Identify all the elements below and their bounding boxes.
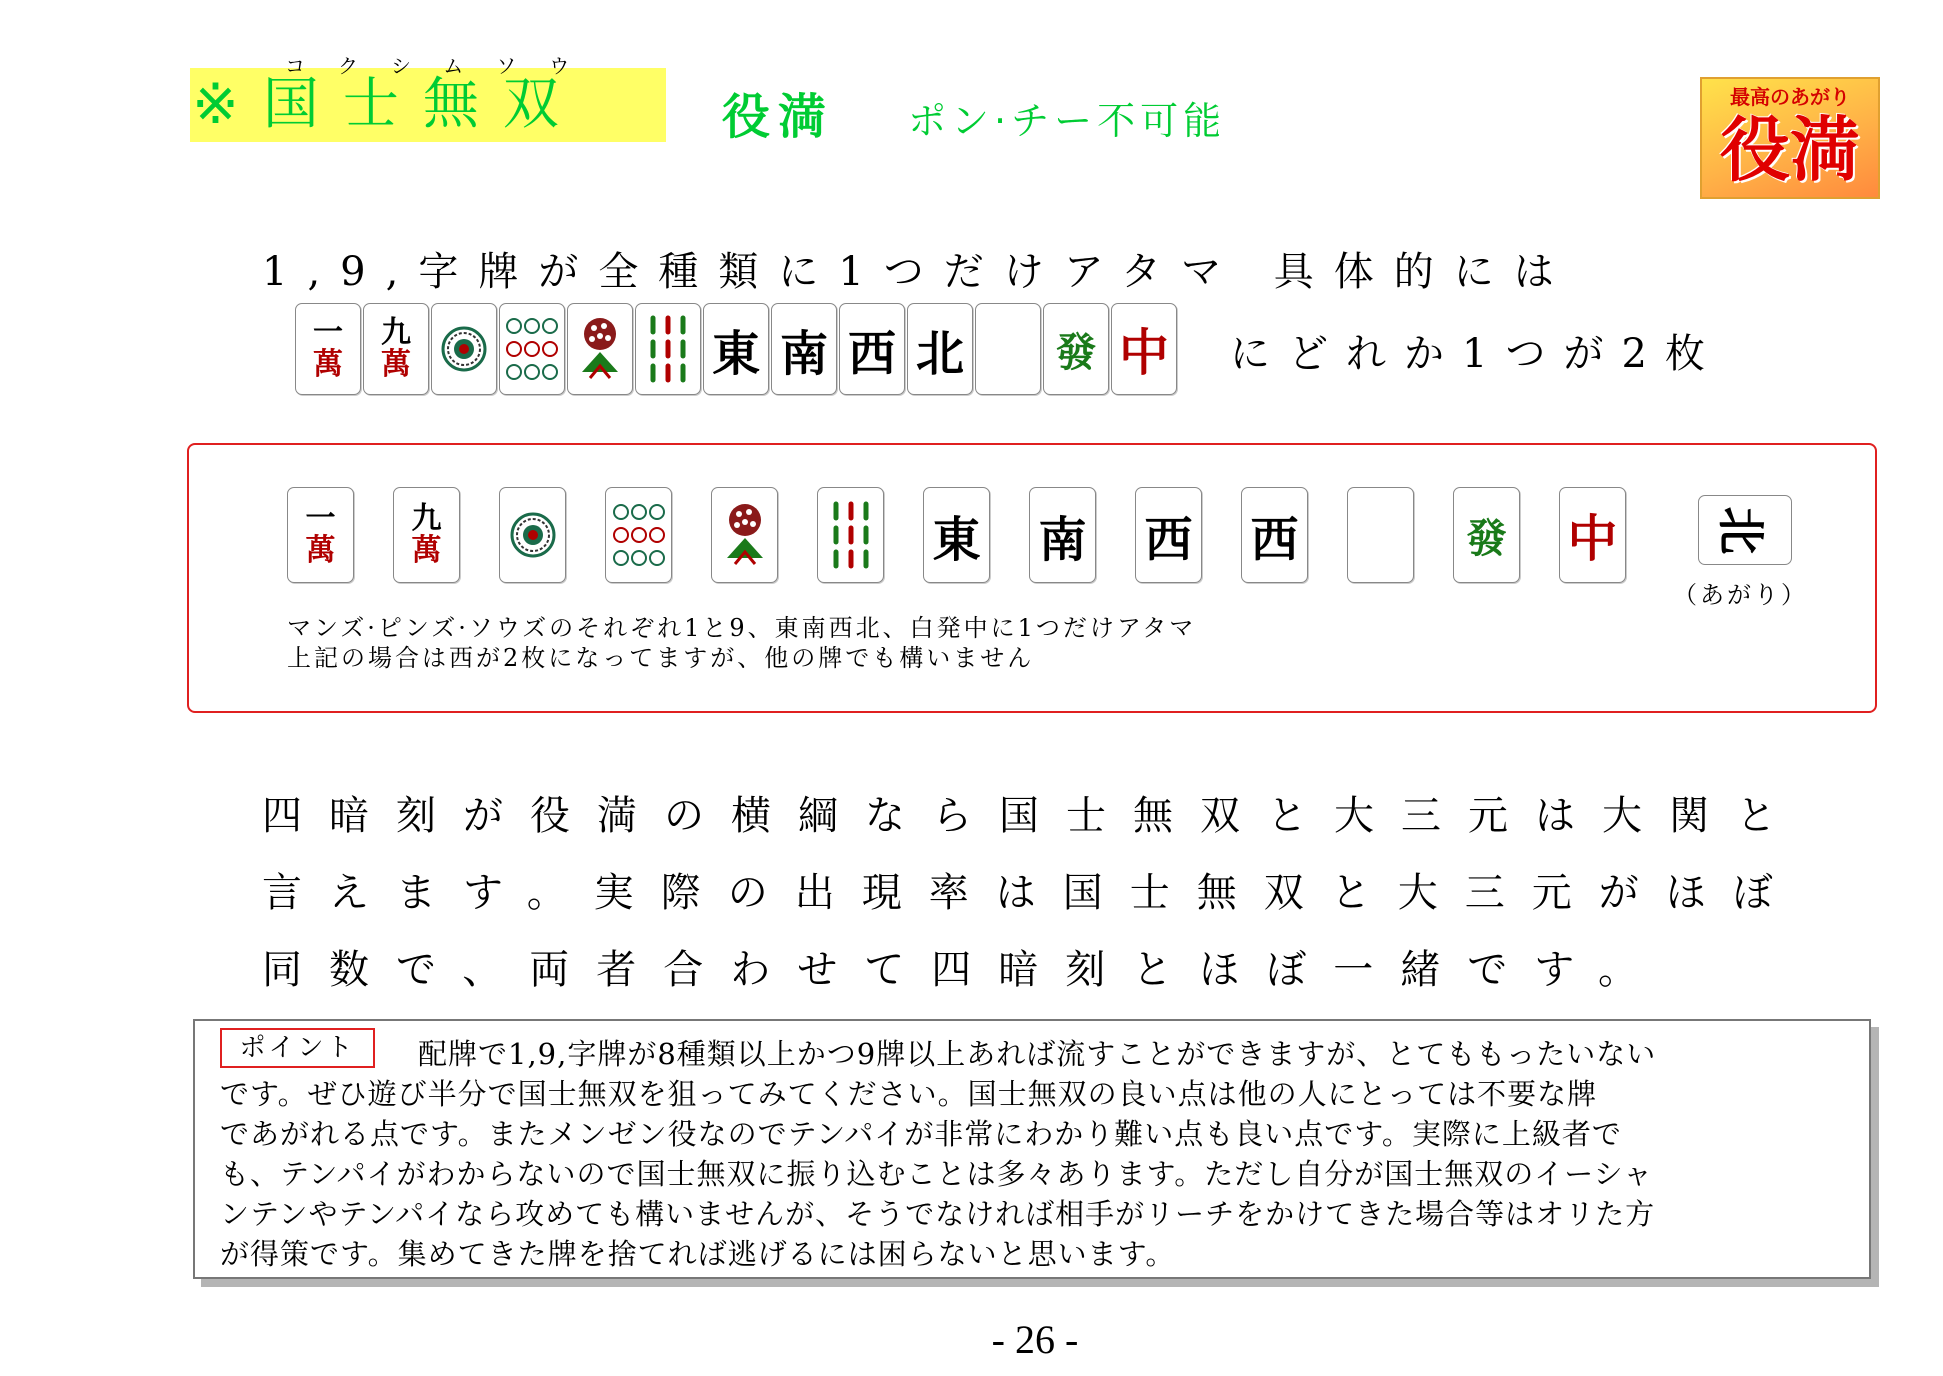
tile-label: 中 <box>1119 324 1169 382</box>
point-text-line: も、テンパイがわからないので国士無双に振り込むことは多々あります。ただし自分が国士無双のイーシャ <box>220 1157 1654 1191</box>
tile-suit: 萬 <box>313 347 343 382</box>
tile-label: 東 <box>711 325 760 382</box>
restriction-label: ポン·チー不可能 <box>908 99 1227 143</box>
nine-sou-icon <box>643 312 693 386</box>
tile-1-pin <box>431 303 497 395</box>
tile-white-dragon <box>1347 487 1414 583</box>
point-text-line: 配牌で1,9,字牌が8種類以上かつ9牌以上あれば流すことができますが、とてももったいない <box>418 1037 1657 1071</box>
tile-west-pair <box>1241 487 1308 583</box>
point-label: ポイント <box>220 1028 375 1068</box>
tile-row-example <box>287 487 1626 587</box>
tile-1-sou <box>567 303 633 395</box>
tile-suit: 萬 <box>381 347 411 382</box>
tile-number: 一 <box>313 315 343 350</box>
point-text-line: ンテンやテンパイなら攻めても構いませんが、そうでなければ相手がリーチをかけてきた場合等はオリた方 <box>220 1197 1656 1231</box>
bird-icon <box>572 312 628 386</box>
winning-tile-north <box>1698 495 1792 565</box>
body-paragraph-line: 四暗刻が役満の横綱なら国士無双と大三元は大関と <box>262 793 1803 839</box>
tile-white-dragon <box>975 303 1041 395</box>
tile-label: 南 <box>779 325 828 382</box>
page-title: ※国士無双 <box>192 72 583 137</box>
tile-9-man <box>393 487 460 583</box>
tile-label: 西 <box>1144 511 1193 568</box>
tile-number: 一 <box>305 501 336 536</box>
nine-pin-icon <box>504 314 560 384</box>
body-paragraph-line: 同数で、両者合わせて四暗刻とほぼ一緒です。 <box>262 947 1665 993</box>
tile-1-man <box>295 303 361 395</box>
one-pin-icon <box>439 324 489 374</box>
nine-pin-icon <box>611 500 667 570</box>
tile-west <box>1135 487 1202 583</box>
tile-label: 西 <box>847 325 896 382</box>
point-text-line: です。ぜひ遊び半分で国士無双を狙ってみてください。国士無双の良い点は他の人にとっては不要な牌 <box>220 1077 1598 1111</box>
winning-tile-label: （あがり） <box>1673 581 1808 609</box>
tile-north <box>907 303 973 395</box>
tile-1-man <box>287 487 354 583</box>
tile-row-reference <box>295 303 1177 398</box>
tile-1-pin <box>499 487 566 583</box>
body-paragraph-line: 言えます。実際の出現率は国士無双と大三元がほぼ <box>262 870 1800 916</box>
tile-south <box>771 303 837 395</box>
page-number: - 26 - <box>991 1317 1079 1362</box>
tile-west <box>839 303 905 395</box>
tile-1-sou <box>711 487 778 583</box>
tile-east <box>703 303 769 395</box>
tile-green-dragon <box>1043 303 1109 395</box>
tile-suit: 萬 <box>305 533 336 568</box>
tile-label: 發 <box>1056 329 1096 376</box>
tile-number: 九 <box>381 315 411 350</box>
example-note: 上記の場合は西が2枚になってますが、他の牌でも構いません <box>287 644 1035 672</box>
tile-label: 東 <box>932 511 981 568</box>
badge-caption: 最高のあがり <box>1730 85 1850 109</box>
yakuman-badge <box>1700 77 1880 199</box>
tile-red-dragon <box>1111 303 1177 395</box>
bird-icon <box>717 498 773 572</box>
nine-sou-icon <box>826 498 876 572</box>
tile-red-dragon <box>1559 487 1626 583</box>
tile-east <box>923 487 990 583</box>
point-text-line: であがれる点です。またメンゼン役なのでテンパイが非常にわかり難い点も良い点です。実際に上級者で <box>220 1117 1622 1151</box>
tile-south <box>1029 487 1096 583</box>
example-note: マンズ·ピンズ·ソウズのそれぞれ1と9、東南西北、白発中に1つだけアタマ <box>287 614 1197 642</box>
tile-9-sou <box>817 487 884 583</box>
title-ruby: コクシムソウ <box>285 54 603 78</box>
tile-label: 西 <box>1250 511 1299 568</box>
one-pin-icon <box>508 510 558 560</box>
tile-label: 北 <box>1712 505 1769 555</box>
yakuman-label: 役満 <box>722 89 835 145</box>
intro-suffix-text: にどれか1つが2枚 <box>1230 331 1723 377</box>
badge-text: 役満 <box>1720 109 1860 191</box>
tile-label: 南 <box>1038 511 1087 568</box>
tile-9-pin <box>499 303 565 395</box>
point-text-line: が得策です。集めてきた牌を捨てれば逃げるには困らないと思います。 <box>220 1237 1176 1271</box>
tile-9-pin <box>605 487 672 583</box>
tile-label: 發 <box>1466 515 1507 562</box>
tile-suit: 萬 <box>411 533 442 568</box>
tile-label: 中 <box>1567 510 1618 568</box>
intro-text: 1,9,字牌が全種類に1つだけアタマ 具体的には <box>262 249 1574 295</box>
tile-number: 九 <box>411 501 442 536</box>
tile-9-man <box>363 303 429 395</box>
tile-green-dragon <box>1453 487 1520 583</box>
tile-label: 北 <box>915 325 964 382</box>
tile-9-sou <box>635 303 701 395</box>
